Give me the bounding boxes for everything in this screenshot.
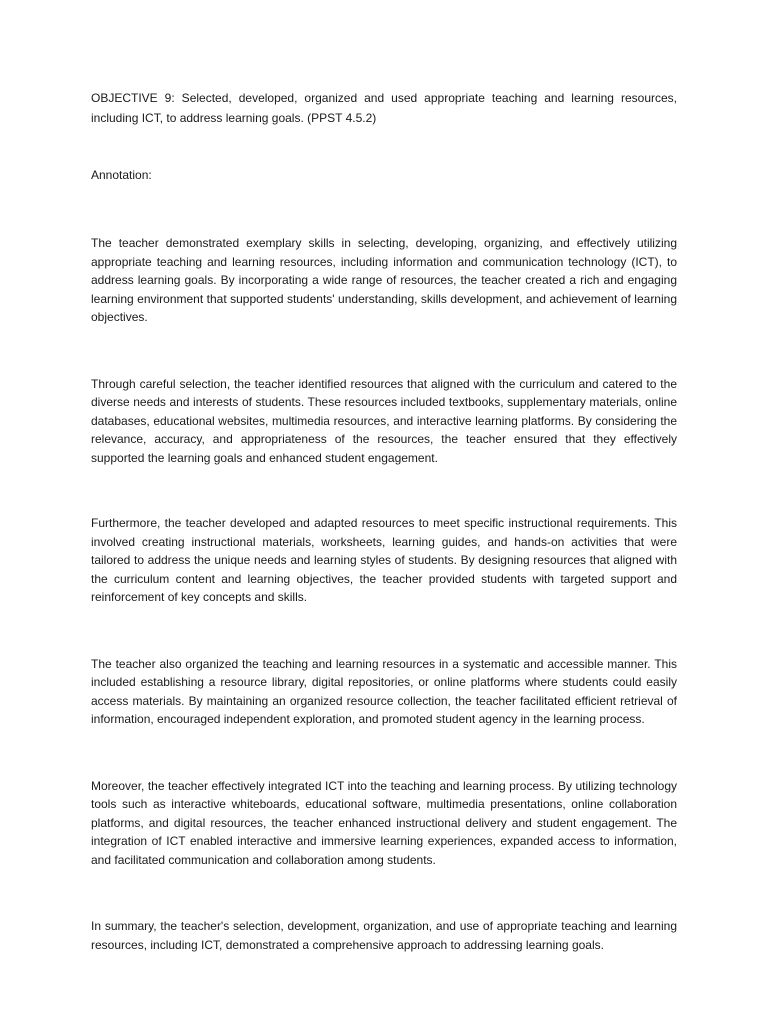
objective-heading: OBJECTIVE 9: Selected, developed, organized and used appropriate teaching and learning resources, including ICT, to address learning goals. (PPST 4.5.2) <box>91 91 677 125</box>
paragraph-intro: The teacher demonstrated exemplary skills in selecting, developing, organizing, and effectively utilizing appropriate teaching and learning resources, including information and communication technology (ICT), to address learning goals. By incorporating a wide range of resources, the teacher created a rich and engaging learning environment that supported students' understanding, skills development, and achievement of learning objectives. <box>91 236 677 324</box>
document-page <box>91 88 677 954</box>
paragraph-selection: Through careful selection, the teacher identified resources that aligned with the curriculum and catered to the diverse needs and interests of students. These resources included textbooks, supplementary materials, online databases, educational websites, multimedia resources, and interactive learning platforms. By considering the relevance, accuracy, and appropriateness of the resources, the teacher ensured that they effectively supported the learning goals and enhanced student engagement. <box>91 376 677 465</box>
paragraph-organization: The teacher also organized the teaching and learning resources in a systematic and accessible manner. This included establishing a resource library, digital repositories, or online platforms where students could easily access materials. By maintaining an organized resource collection, the teacher facilitated efficient retrieval of information, encouraged independent exploration, and promoted student agency in the learning process. <box>91 656 677 726</box>
paragraph-summary: In summary, the teacher's selection, development, organization, and use of appropriate teaching and learning resources, including ICT, demonstrated a comprehensive approach to addressing learning goals. <box>91 919 677 952</box>
annotation-label: Annotation: <box>91 168 152 182</box>
paragraph-development: Furthermore, the teacher developed and adapted resources to meet specific instructional requirements. This involved creating instructional materials, worksheets, learning guides, and hands-on activities that were tailored to address the unique needs and learning styles of students. By designing resources that aligned with the curriculum content and learning objectives, the teacher provided students with targeted support and reinforcement of key concepts and skills. <box>91 516 677 604</box>
paragraph-ict-integration: Moreover, the teacher effectively integrated ICT into the teaching and learning process. By utilizing technology tools such as interactive whiteboards, educational software, multimedia presentations, online collaboration platforms, and digital resources, the teacher enhanced instructional delivery and student engagement. The integration of ICT enabled interactive and immersive learning experiences, expanded access to information, and facilitated communication and collaboration among students. <box>91 778 677 867</box>
